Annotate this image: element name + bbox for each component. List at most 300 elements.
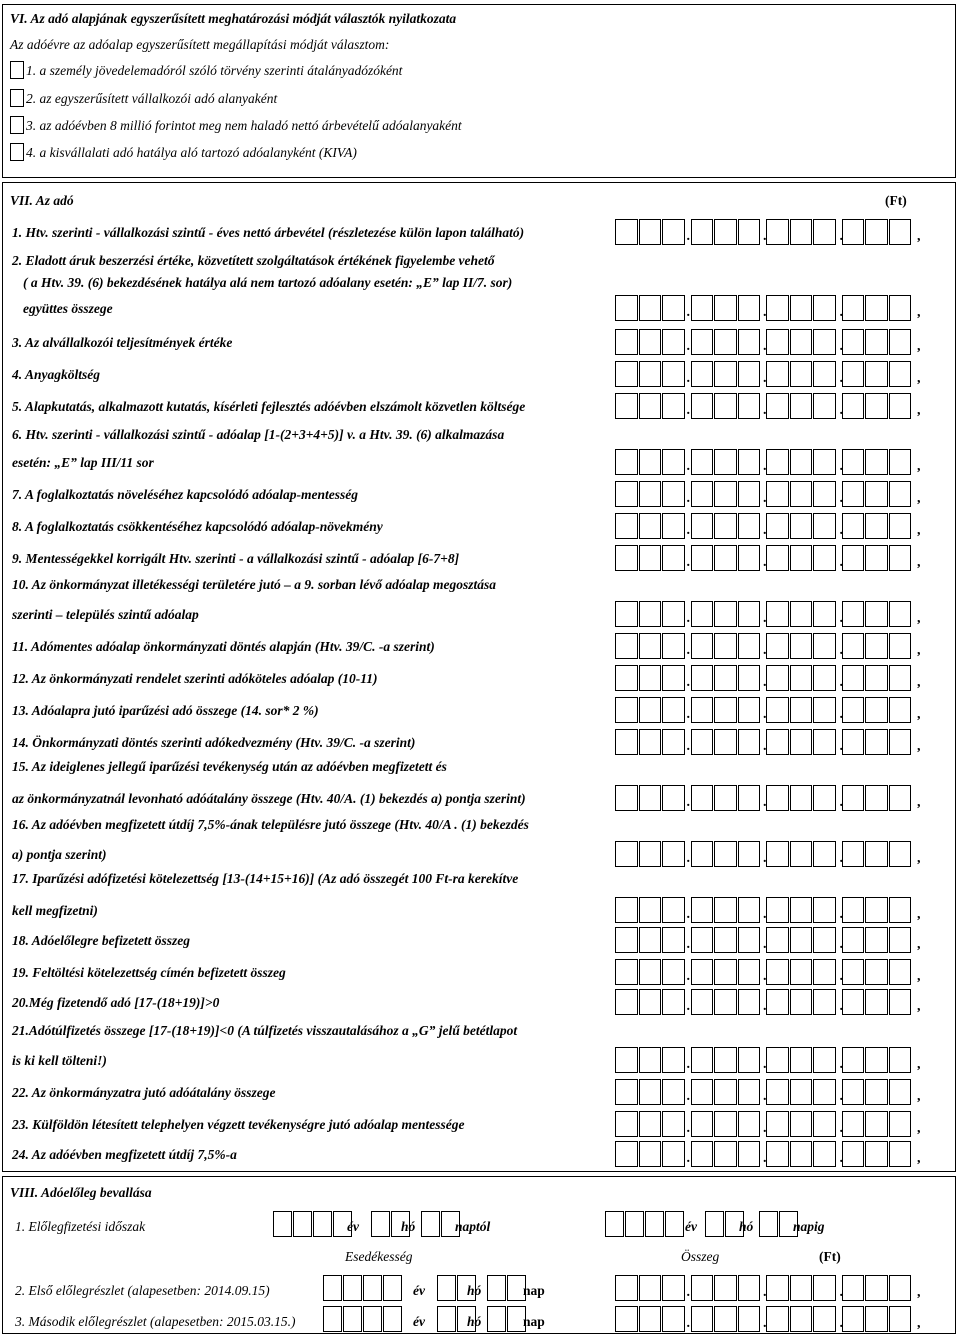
row-9-digit-box[interactable] — [691, 545, 714, 571]
row-22-digit-box[interactable] — [889, 1079, 912, 1105]
row-3-digit-box[interactable] — [766, 329, 789, 355]
row-16-digit-box[interactable] — [790, 841, 813, 867]
row-15-digit-box[interactable] — [766, 785, 789, 811]
row-1-digit-box[interactable] — [691, 219, 714, 245]
row-16-digit-box[interactable] — [865, 841, 888, 867]
row-22-digit-box[interactable] — [639, 1079, 662, 1105]
row-4-digit-box[interactable] — [662, 361, 685, 387]
row-5-digit-box[interactable] — [766, 393, 789, 419]
row-12-digit-box[interactable] — [839, 665, 865, 691]
row-20-digit-box[interactable] — [691, 989, 714, 1015]
row-10-digit-box[interactable] — [839, 601, 865, 627]
row-20-digit-box[interactable] — [790, 989, 813, 1015]
installment-2-digit-box[interactable] — [766, 1306, 789, 1332]
row-17-digit-box[interactable] — [615, 897, 638, 923]
row-13-digit-box[interactable] — [639, 697, 662, 723]
row-5-digit-box[interactable] — [691, 393, 714, 419]
row-11-digit-box[interactable] — [865, 633, 888, 659]
row-9-digit-box[interactable] — [615, 545, 638, 571]
row-19-digit-box[interactable] — [714, 959, 737, 985]
row-17-digit-box[interactable] — [889, 897, 912, 923]
row-13-digit-box[interactable] — [889, 697, 912, 723]
row-14-digit-box[interactable] — [639, 729, 662, 755]
row-20-digit-box[interactable] — [766, 989, 789, 1015]
row-21-digit-box[interactable] — [865, 1047, 888, 1073]
row-16-digit-box[interactable] — [889, 841, 912, 867]
installment-1-digit-box[interactable] — [839, 1275, 865, 1301]
row-19-digit-box[interactable] — [865, 959, 888, 985]
row-16-digit-box[interactable] — [714, 841, 737, 867]
row-7-digit-box[interactable] — [691, 481, 714, 507]
row-11-digit-box[interactable] — [889, 633, 912, 659]
row-8-digit-box[interactable] — [639, 513, 662, 539]
row-3-digit-box[interactable] — [615, 329, 638, 355]
row-19-digit-box[interactable] — [790, 959, 813, 985]
row-23-digit-box[interactable] — [813, 1111, 836, 1137]
row-17-digit-box[interactable] — [813, 897, 836, 923]
row-15-digit-box[interactable] — [738, 785, 761, 811]
row-10-digit-box[interactable] — [790, 601, 813, 627]
row-2-digit-box[interactable] — [790, 295, 813, 321]
row-7-digit-box[interactable] — [662, 481, 685, 507]
row-11-digit-box[interactable] — [738, 633, 761, 659]
row-24-digit-box[interactable] — [691, 1141, 714, 1167]
row-11-digit-box[interactable] — [839, 633, 865, 659]
row-8-digit-box[interactable] — [738, 513, 761, 539]
row-8-digit-box[interactable] — [839, 513, 865, 539]
row-4-digit-box[interactable] — [865, 361, 888, 387]
row-9-digit-box[interactable] — [738, 545, 761, 571]
installment-1-digit-box[interactable] — [766, 1275, 789, 1301]
row-6-digit-box[interactable] — [639, 449, 662, 475]
row-18-digit-box[interactable] — [889, 927, 912, 953]
row-22-digit-box[interactable] — [615, 1079, 638, 1105]
row-4-digit-box[interactable] — [691, 361, 714, 387]
row-14-digit-box[interactable] — [790, 729, 813, 755]
row-4-digit-box[interactable] — [790, 361, 813, 387]
row-2-digit-box[interactable] — [639, 295, 662, 321]
row-9-digit-box[interactable] — [766, 545, 789, 571]
installment-1-year-box[interactable] — [363, 1275, 382, 1301]
row-23-digit-box[interactable] — [714, 1111, 737, 1137]
row-22-digit-box[interactable] — [766, 1079, 789, 1105]
period-to-day-box[interactable] — [759, 1211, 778, 1237]
row-19-digit-box[interactable] — [813, 959, 836, 985]
row-12-digit-box[interactable] — [813, 665, 836, 691]
row-10-digit-box[interactable] — [865, 601, 888, 627]
row-16-digit-box[interactable] — [662, 841, 685, 867]
row-24-digit-box[interactable] — [639, 1141, 662, 1167]
row-21-digit-box[interactable] — [714, 1047, 737, 1073]
row-14-digit-box[interactable] — [662, 729, 685, 755]
row-16-digit-box[interactable] — [639, 841, 662, 867]
row-4-digit-box[interactable] — [738, 361, 761, 387]
row-10-digit-box[interactable] — [766, 601, 789, 627]
row-20-digit-box[interactable] — [639, 989, 662, 1015]
row-14-digit-box[interactable] — [766, 729, 789, 755]
row-3-digit-box[interactable] — [790, 329, 813, 355]
row-17-digit-box[interactable] — [790, 897, 813, 923]
row-1-digit-box[interactable] — [662, 219, 685, 245]
installment-2-year-box[interactable] — [363, 1306, 382, 1332]
row-15-digit-box[interactable] — [662, 785, 685, 811]
row-3-digit-box[interactable] — [714, 329, 737, 355]
row-20-digit-box[interactable] — [615, 989, 638, 1015]
row-10-digit-box[interactable] — [813, 601, 836, 627]
row-14-digit-box[interactable] — [889, 729, 912, 755]
row-2-digit-box[interactable] — [766, 295, 789, 321]
row-22-digit-box[interactable] — [839, 1079, 865, 1105]
row-7-digit-box[interactable] — [714, 481, 737, 507]
row-11-digit-box[interactable] — [790, 633, 813, 659]
row-8-digit-box[interactable] — [615, 513, 638, 539]
row-19-digit-box[interactable] — [615, 959, 638, 985]
row-17-digit-box[interactable] — [865, 897, 888, 923]
row-3-digit-box[interactable] — [639, 329, 662, 355]
row-23-digit-box[interactable] — [738, 1111, 761, 1137]
row-12-digit-box[interactable] — [714, 665, 737, 691]
row-18-digit-box[interactable] — [662, 927, 685, 953]
row-9-digit-box[interactable] — [865, 545, 888, 571]
row-6-digit-box[interactable] — [865, 449, 888, 475]
installment-2-month-box[interactable] — [437, 1306, 456, 1332]
row-19-digit-box[interactable] — [839, 959, 865, 985]
installment-1-digit-box[interactable] — [691, 1275, 714, 1301]
row-5-digit-box[interactable] — [813, 393, 836, 419]
row-21-digit-box[interactable] — [662, 1047, 685, 1073]
row-10-digit-box[interactable] — [738, 601, 761, 627]
row-23-digit-box[interactable] — [790, 1111, 813, 1137]
row-15-digit-box[interactable] — [839, 785, 865, 811]
row-6-digit-box[interactable] — [738, 449, 761, 475]
row-16-digit-box[interactable] — [615, 841, 638, 867]
row-6-digit-box[interactable] — [662, 449, 685, 475]
row-7-digit-box[interactable] — [790, 481, 813, 507]
installment-2-digit-box[interactable] — [662, 1306, 685, 1332]
row-1-digit-box[interactable] — [889, 219, 912, 245]
period-to-year-box[interactable] — [605, 1211, 624, 1237]
row-13-digit-box[interactable] — [615, 697, 638, 723]
installment-2-year-box[interactable] — [343, 1306, 362, 1332]
row-11-digit-box[interactable] — [639, 633, 662, 659]
row-11-digit-box[interactable] — [662, 633, 685, 659]
row-4-digit-box[interactable] — [639, 361, 662, 387]
installment-1-digit-box[interactable] — [738, 1275, 761, 1301]
row-12-digit-box[interactable] — [615, 665, 638, 691]
row-4-digit-box[interactable] — [714, 361, 737, 387]
installment-1-year-box[interactable] — [383, 1275, 402, 1301]
row-22-digit-box[interactable] — [738, 1079, 761, 1105]
installment-1-year-box[interactable] — [323, 1275, 342, 1301]
row-15-digit-box[interactable] — [813, 785, 836, 811]
installment-1-day-box[interactable] — [487, 1275, 506, 1301]
row-20-digit-box[interactable] — [714, 989, 737, 1015]
row-17-digit-box[interactable] — [839, 897, 865, 923]
row-24-digit-box[interactable] — [889, 1141, 912, 1167]
row-15-digit-box[interactable] — [691, 785, 714, 811]
row-21-digit-box[interactable] — [639, 1047, 662, 1073]
row-12-digit-box[interactable] — [662, 665, 685, 691]
row-23-digit-box[interactable] — [662, 1111, 685, 1137]
row-19-digit-box[interactable] — [889, 959, 912, 985]
row-3-digit-box[interactable] — [839, 329, 865, 355]
row-15-digit-box[interactable] — [639, 785, 662, 811]
row-10-digit-box[interactable] — [714, 601, 737, 627]
row-16-digit-box[interactable] — [691, 841, 714, 867]
row-9-digit-box[interactable] — [790, 545, 813, 571]
installment-1-digit-box[interactable] — [615, 1275, 638, 1301]
installment-2-digit-box[interactable] — [865, 1306, 888, 1332]
row-23-digit-box[interactable] — [615, 1111, 638, 1137]
row-18-digit-box[interactable] — [766, 927, 789, 953]
row-13-digit-box[interactable] — [766, 697, 789, 723]
row-1-digit-box[interactable] — [615, 219, 638, 245]
row-14-digit-box[interactable] — [865, 729, 888, 755]
row-20-digit-box[interactable] — [839, 989, 865, 1015]
row-2-digit-box[interactable] — [865, 295, 888, 321]
row-8-digit-box[interactable] — [766, 513, 789, 539]
row-6-digit-box[interactable] — [766, 449, 789, 475]
row-22-digit-box[interactable] — [790, 1079, 813, 1105]
row-7-digit-box[interactable] — [766, 481, 789, 507]
row-20-digit-box[interactable] — [865, 989, 888, 1015]
period-to-year-box[interactable] — [625, 1211, 644, 1237]
row-5-digit-box[interactable] — [714, 393, 737, 419]
period-from-year-box[interactable] — [273, 1211, 292, 1237]
period-to-year-box[interactable] — [645, 1211, 664, 1237]
row-14-digit-box[interactable] — [691, 729, 714, 755]
row-24-digit-box[interactable] — [865, 1141, 888, 1167]
row-2-digit-box[interactable] — [839, 295, 865, 321]
row-1-digit-box[interactable] — [714, 219, 737, 245]
row-13-digit-box[interactable] — [839, 697, 865, 723]
row-7-digit-box[interactable] — [889, 481, 912, 507]
row-9-digit-box[interactable] — [714, 545, 737, 571]
row-14-digit-box[interactable] — [813, 729, 836, 755]
period-to-year-box[interactable] — [665, 1211, 684, 1237]
row-2-digit-box[interactable] — [615, 295, 638, 321]
installment-1-digit-box[interactable] — [865, 1275, 888, 1301]
installment-2-digit-box[interactable] — [639, 1306, 662, 1332]
row-19-digit-box[interactable] — [662, 959, 685, 985]
row-22-digit-box[interactable] — [813, 1079, 836, 1105]
row-5-digit-box[interactable] — [839, 393, 865, 419]
row-2-digit-box[interactable] — [813, 295, 836, 321]
row-16-digit-box[interactable] — [738, 841, 761, 867]
row-5-digit-box[interactable] — [738, 393, 761, 419]
row-3-digit-box[interactable] — [662, 329, 685, 355]
installment-2-digit-box[interactable] — [839, 1306, 865, 1332]
row-12-digit-box[interactable] — [766, 665, 789, 691]
installment-1-year-box[interactable] — [343, 1275, 362, 1301]
option-2-checkbox[interactable] — [10, 89, 24, 107]
row-19-digit-box[interactable] — [766, 959, 789, 985]
row-2-digit-box[interactable] — [738, 295, 761, 321]
row-11-digit-box[interactable] — [813, 633, 836, 659]
row-6-digit-box[interactable] — [889, 449, 912, 475]
row-8-digit-box[interactable] — [691, 513, 714, 539]
row-21-digit-box[interactable] — [615, 1047, 638, 1073]
row-5-digit-box[interactable] — [639, 393, 662, 419]
row-11-digit-box[interactable] — [766, 633, 789, 659]
row-23-digit-box[interactable] — [691, 1111, 714, 1137]
row-24-digit-box[interactable] — [738, 1141, 761, 1167]
row-21-digit-box[interactable] — [738, 1047, 761, 1073]
installment-2-digit-box[interactable] — [615, 1306, 638, 1332]
row-4-digit-box[interactable] — [839, 361, 865, 387]
row-7-digit-box[interactable] — [639, 481, 662, 507]
row-7-digit-box[interactable] — [813, 481, 836, 507]
row-13-digit-box[interactable] — [790, 697, 813, 723]
row-2-digit-box[interactable] — [662, 295, 685, 321]
installment-1-digit-box[interactable] — [662, 1275, 685, 1301]
row-15-digit-box[interactable] — [615, 785, 638, 811]
installment-2-digit-box[interactable] — [714, 1306, 737, 1332]
row-8-digit-box[interactable] — [813, 513, 836, 539]
row-1-digit-box[interactable] — [790, 219, 813, 245]
row-8-digit-box[interactable] — [714, 513, 737, 539]
row-3-digit-box[interactable] — [813, 329, 836, 355]
row-7-digit-box[interactable] — [865, 481, 888, 507]
row-8-digit-box[interactable] — [662, 513, 685, 539]
row-20-digit-box[interactable] — [662, 989, 685, 1015]
row-13-digit-box[interactable] — [691, 697, 714, 723]
row-12-digit-box[interactable] — [691, 665, 714, 691]
row-1-digit-box[interactable] — [639, 219, 662, 245]
row-11-digit-box[interactable] — [714, 633, 737, 659]
row-18-digit-box[interactable] — [615, 927, 638, 953]
row-4-digit-box[interactable] — [813, 361, 836, 387]
row-4-digit-box[interactable] — [615, 361, 638, 387]
row-17-digit-box[interactable] — [639, 897, 662, 923]
row-23-digit-box[interactable] — [865, 1111, 888, 1137]
installment-2-digit-box[interactable] — [790, 1306, 813, 1332]
row-18-digit-box[interactable] — [738, 927, 761, 953]
row-22-digit-box[interactable] — [714, 1079, 737, 1105]
option-1-checkbox[interactable] — [10, 61, 24, 79]
row-22-digit-box[interactable] — [691, 1079, 714, 1105]
row-17-digit-box[interactable] — [738, 897, 761, 923]
row-3-digit-box[interactable] — [738, 329, 761, 355]
row-21-digit-box[interactable] — [790, 1047, 813, 1073]
row-6-digit-box[interactable] — [691, 449, 714, 475]
row-24-digit-box[interactable] — [766, 1141, 789, 1167]
row-5-digit-box[interactable] — [662, 393, 685, 419]
period-from-year-box[interactable] — [313, 1211, 332, 1237]
row-13-digit-box[interactable] — [813, 697, 836, 723]
row-9-digit-box[interactable] — [889, 545, 912, 571]
row-12-digit-box[interactable] — [865, 665, 888, 691]
row-1-digit-box[interactable] — [865, 219, 888, 245]
row-24-digit-box[interactable] — [813, 1141, 836, 1167]
installment-2-day-box[interactable] — [487, 1306, 506, 1332]
row-9-digit-box[interactable] — [639, 545, 662, 571]
installment-1-digit-box[interactable] — [714, 1275, 737, 1301]
period-to-month-box[interactable] — [705, 1211, 724, 1237]
installment-2-year-box[interactable] — [383, 1306, 402, 1332]
row-18-digit-box[interactable] — [813, 927, 836, 953]
row-2-digit-box[interactable] — [691, 295, 714, 321]
row-17-digit-box[interactable] — [766, 897, 789, 923]
row-18-digit-box[interactable] — [865, 927, 888, 953]
row-16-digit-box[interactable] — [839, 841, 865, 867]
row-23-digit-box[interactable] — [889, 1111, 912, 1137]
row-22-digit-box[interactable] — [865, 1079, 888, 1105]
installment-1-month-box[interactable] — [437, 1275, 456, 1301]
row-6-digit-box[interactable] — [813, 449, 836, 475]
row-16-digit-box[interactable] — [766, 841, 789, 867]
row-8-digit-box[interactable] — [889, 513, 912, 539]
row-8-digit-box[interactable] — [865, 513, 888, 539]
row-5-digit-box[interactable] — [790, 393, 813, 419]
row-21-digit-box[interactable] — [839, 1047, 865, 1073]
row-24-digit-box[interactable] — [615, 1141, 638, 1167]
row-17-digit-box[interactable] — [691, 897, 714, 923]
row-1-digit-box[interactable] — [738, 219, 761, 245]
installment-2-digit-box[interactable] — [813, 1306, 836, 1332]
installment-1-digit-box[interactable] — [639, 1275, 662, 1301]
option-3-checkbox[interactable] — [10, 116, 24, 134]
row-21-digit-box[interactable] — [691, 1047, 714, 1073]
period-from-day-box[interactable] — [421, 1211, 440, 1237]
row-2-digit-box[interactable] — [714, 295, 737, 321]
row-11-digit-box[interactable] — [691, 633, 714, 659]
row-5-digit-box[interactable] — [615, 393, 638, 419]
period-from-year-box[interactable] — [293, 1211, 312, 1237]
row-23-digit-box[interactable] — [766, 1111, 789, 1137]
row-15-digit-box[interactable] — [790, 785, 813, 811]
row-12-digit-box[interactable] — [790, 665, 813, 691]
row-11-digit-box[interactable] — [615, 633, 638, 659]
row-12-digit-box[interactable] — [738, 665, 761, 691]
row-10-digit-box[interactable] — [615, 601, 638, 627]
row-2-digit-box[interactable] — [889, 295, 912, 321]
installment-2-year-box[interactable] — [323, 1306, 342, 1332]
row-14-digit-box[interactable] — [738, 729, 761, 755]
row-15-digit-box[interactable] — [865, 785, 888, 811]
row-19-digit-box[interactable] — [639, 959, 662, 985]
row-13-digit-box[interactable] — [714, 697, 737, 723]
row-14-digit-box[interactable] — [714, 729, 737, 755]
row-24-digit-box[interactable] — [714, 1141, 737, 1167]
row-6-digit-box[interactable] — [714, 449, 737, 475]
row-14-digit-box[interactable] — [615, 729, 638, 755]
row-24-digit-box[interactable] — [790, 1141, 813, 1167]
row-15-digit-box[interactable] — [889, 785, 912, 811]
row-22-digit-box[interactable] — [662, 1079, 685, 1105]
row-21-digit-box[interactable] — [766, 1047, 789, 1073]
row-10-digit-box[interactable] — [639, 601, 662, 627]
row-10-digit-box[interactable] — [662, 601, 685, 627]
row-20-digit-box[interactable] — [813, 989, 836, 1015]
row-18-digit-box[interactable] — [639, 927, 662, 953]
row-18-digit-box[interactable] — [714, 927, 737, 953]
row-13-digit-box[interactable] — [738, 697, 761, 723]
installment-1-digit-box[interactable] — [813, 1275, 836, 1301]
row-14-digit-box[interactable] — [839, 729, 865, 755]
row-10-digit-box[interactable] — [691, 601, 714, 627]
option-4-checkbox[interactable] — [10, 143, 24, 161]
row-20-digit-box[interactable] — [889, 989, 912, 1015]
row-13-digit-box[interactable] — [865, 697, 888, 723]
row-7-digit-box[interactable] — [839, 481, 865, 507]
row-10-digit-box[interactable] — [889, 601, 912, 627]
row-12-digit-box[interactable] — [889, 665, 912, 691]
row-7-digit-box[interactable] — [615, 481, 638, 507]
row-6-digit-box[interactable] — [790, 449, 813, 475]
row-9-digit-box[interactable] — [813, 545, 836, 571]
row-19-digit-box[interactable] — [738, 959, 761, 985]
